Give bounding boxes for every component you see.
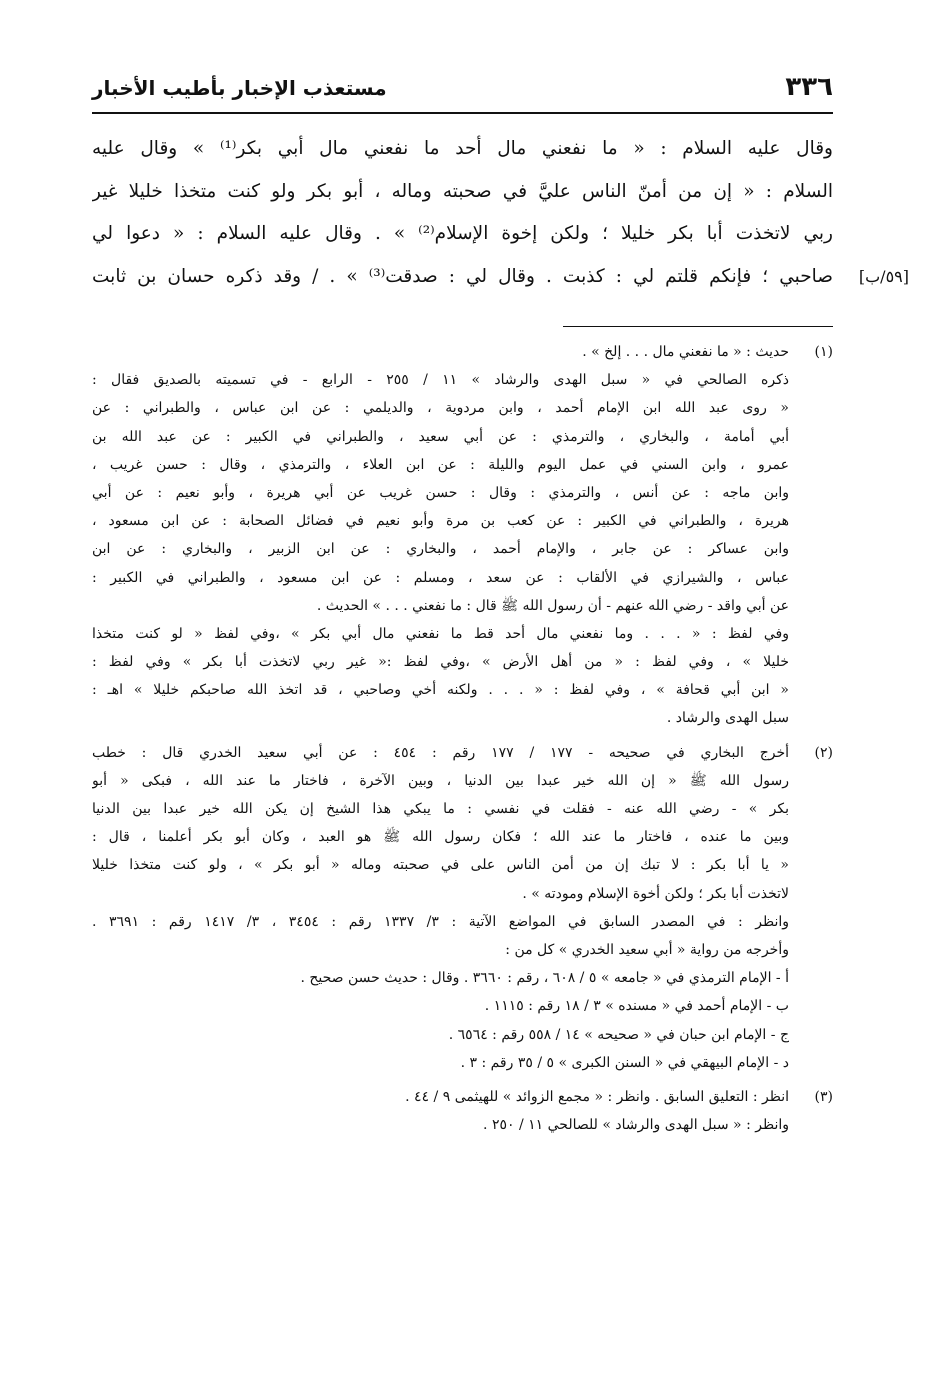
footnote-line: أخرج البخاري في صحيحه - ١٧٧ / ١٧٧ رقم : ٤٥٤ : عن أبي سعيد الخدري قال : خطب xyxy=(92,744,789,761)
main-line: السلام : « إن من أمنّ الناس عليَّ في صحبته وماله ، أبو بكر ولو كنت متخذا خليلا غير xyxy=(92,180,833,202)
footnote-line: رسول الله ﷺ « إن الله خير عبدا بين الدنيا ، وبين الآخرة ، فاختار ما عند الله ، فبكى « أبو xyxy=(92,772,789,789)
footnote-line: أبي أمامة ، والبخاري ، والترمذي : عن أبي سعيد ، والطبراني في الكبير : عن عبد الله بن xyxy=(92,428,789,445)
footnote-number: (٢) xyxy=(814,744,833,761)
main-text xyxy=(92,128,909,298)
footnote-1 xyxy=(92,338,833,733)
footnote-line: وابن عساكر : عن جابر ، والإمام أحمد ، والبخاري : عن ابن الزبير ، والبخاري : عن ابن xyxy=(92,541,789,558)
footnote-number: (١) xyxy=(814,344,833,360)
footnote-line: وبين ما عنده ، فاختار ما عند الله ؛ فكان رسول الله ﷺ هو العبد ، وكان أبو بكر أعلمنا ، قال : xyxy=(92,829,789,846)
footnote-line: وفي لفظ : « . . . وما نفعني مال أحد قط ما نفعني مال أبي بكر » ،وفي لفظ « لو كنت متخذا xyxy=(92,625,789,642)
footnote-line: ب - الإمام أحمد في « مسنده » ٣ / ١٨ رقم : ١١١٥ . xyxy=(484,998,789,1015)
footnote-line: د - الإمام البيهقي في « السنن الكبرى » ٥ / ٣٥ رقم : ٣ . xyxy=(460,1054,789,1071)
footnote-line: خليلا » ، وفي لفظ : « من أهل الأرض » ،وفي لفظ :« غير ربي لاتخذت أبا بكر » وفي لفظ : xyxy=(92,654,789,671)
main-line: صاحبي ؛ فإنكم قلتم لي : كذبت . وقال لي : صدقت⁽³⁾ » . / وقد ذكره حسان بن ثابت xyxy=(92,265,833,287)
footnote-line: وانظر : في المصدر السابق في المواضع الآتية : ٣/ ١٣٣٧ رقم : ٣٤٥٤ ، ٣/ ١٤١٧ رقم : ٣٦٩١ . xyxy=(92,913,789,930)
footnote-line: عباس ، والشيرازي في الألقاب : عن سعد ، ومسلم : عن ابن مسعود ، والطبراني في الكبير : xyxy=(92,569,789,586)
footnote-line: بكر » - رضي الله عنه - فقلت في نفسي : ما يبكي هذا الشيخ إن يكن الله خير عبدا بين الدنيا xyxy=(92,801,789,817)
footnote-line: وانظر : « سبل الهدى والرشاد » للصالحي ١١ / ٢٥٠ . xyxy=(483,1117,789,1134)
footnote-number: (٣) xyxy=(814,1088,833,1105)
footnote-line: ج - الإمام ابن حبان في « صحيحه » ١٤ / ٥٥٨ رقم : ٦٥٦٤ . xyxy=(448,1026,789,1043)
page-header xyxy=(92,66,833,114)
page-number: ٣٣٦ xyxy=(785,72,833,102)
footnote-line: وأخرجه من رواية « أبي سعيد الخدري » كل من : xyxy=(505,941,789,958)
main-line-wrap xyxy=(92,256,909,299)
footnote-line: سبل الهدى والرشاد . xyxy=(666,710,789,727)
footnote-line: وابن ماجه : عن أنس ، والترمذي : وقال : حسن غريب عن أبي هريرة ، وأبو نعيم : عن أبي xyxy=(92,484,789,501)
footnote-line: « ابن أبي قحافة » ، وفي لفظ : « . . . ولكنه أخي وصاحبي ، قد اتخذ الله صاحبكم خليلا » اهـ : xyxy=(92,682,789,699)
running-title: مستعذب الإخبار بأطيب الأخبار xyxy=(92,76,387,100)
footnote-line: هريرة ، والطبراني في الكبير : عن كعب بن مرة وأبو نعيم في فضائل الصحابة : عن ابن مسعود ، xyxy=(92,513,789,530)
manuscript-folio-marker: [٥٩/ب] xyxy=(858,266,909,286)
footnote-2 xyxy=(92,739,833,1077)
footnote-line: عن أبي واقد - رضي الله عنهم - أن رسول الله ﷺ قال : ما نفعني . . . » الحديث . xyxy=(316,597,789,614)
main-line-wrap xyxy=(92,128,833,171)
footnote-3 xyxy=(92,1083,833,1139)
footnote-line: ذكره الصالحي في « سبل الهدى والرشاد » ١١ / ٢٥٥ - الرابع - في تسميته بالصديق فقال : xyxy=(92,372,789,389)
footnote-line: عمرو ، وابن السني في عمل اليوم والليلة : عن ابن العلاء ، والترمذي ، وقال : حسن غريب ، xyxy=(92,456,789,473)
footnotes xyxy=(92,338,833,1145)
main-line: ربي لاتخذت أبا بكر خليلا ؛ ولكن إخوة الإسلام⁽²⁾ » . وقال عليه السلام : « دعوا لي xyxy=(92,223,833,244)
main-line: وقال عليه السلام : « ما نفعني مال أحد ما نفعني مال أبي بكر⁽¹⁾ » وقال عليه xyxy=(92,138,833,159)
footnote-line: أ - الإمام الترمذي في « جامعه » ٥ / ٦٠٨ ، رقم : ٣٦٦٠ . وقال : حديث حسن صحيح . xyxy=(300,970,789,987)
main-line-wrap xyxy=(92,171,833,214)
footnote-line: لاتخذت أبا بكر ؛ ولكن أخوة الإسلام ومودته » . xyxy=(522,885,789,902)
main-line-wrap xyxy=(92,213,833,256)
footnote-separator xyxy=(563,326,833,327)
footnote-line: انظر : التعليق السابق . وانظر : « مجمع الزوائد » للهيثمى ٩ / ٤٤ . xyxy=(405,1088,789,1105)
footnote-line: « روى عبد الله ابن الإمام أحمد ، وابن مردوية ، والديلمي : عن ابن عباس ، والطبراني : عن xyxy=(92,400,789,417)
footnote-line: حديث : « ما نفعني مال . . . إلخ » . xyxy=(582,344,789,360)
footnote-line: « يا أبا بكر : لا تبك إن من أمن الناس على في صحبته وماله « أبو بكر » ، ولو كنت متخذا خليلا xyxy=(92,857,789,874)
